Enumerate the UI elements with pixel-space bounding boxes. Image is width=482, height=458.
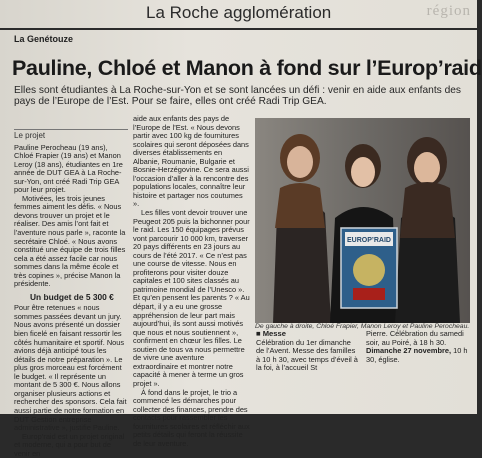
headline: Pauline, Chloé et Manon à fond sur l’Europ’raid (12, 56, 482, 80)
paragraph: Les filles vont devoir trouver une Peugeot 205 puis la bichonner pour le raid. Les 150 équipages prévus vont parcourir 10 000 km, traverser 20 pays différents en 23 jours au cours de l’été 2017. « Ce n’est pas une course de vitesse. Nous en profiterons pour visiter douze capitales et 100 sites classés au patrimoine mondial de l’Unesco ». Et qu’en pensent les parents ? « Au départ, il y a eu une grosse appréhension de leur part mais aujourd’hui, ils sont aussi motivés que nous et nous soutiennent », confirment en chœur les filles. Le soutien de tous va nous permettre de vivre une aventure extraordinaire et montrer notre capacité à mener à terme un gros projet ». (133, 208, 250, 388)
paragraph: aide aux enfants des pays de l’Europe de l’Est. « Nous devons partir avec 100 kg de fournitures scolaires qui seront déposées dans diverses établissements en Albanie, Roumanie, Bulgarie et Bosnie-Herzégovine. Ce sera aussi l’occasion d’aller à la rencontre des populations locales, connaître leur histoire et partager nos coutumes ». (133, 114, 249, 209)
photo-caption: De gauche à droite, Chloé Frapier, Manon Leroy et Pauline Perocheau. (255, 323, 470, 330)
photo-illustration (255, 118, 470, 323)
messe-right (366, 330, 468, 373)
messe-left (256, 330, 358, 373)
paragraph: À fond dans le projet, le trio a commencé les démarches pour collecter des finances, prendre des contacts pour rassembler les fournitures scolaires et réfléchir aux petits détails qui feront la réussite de leur aventure. (133, 387, 250, 448)
bleed-through-text: région (426, 3, 471, 19)
paragraph: Pour être retenues « nous sommes passées devant un jury. Nous avons présenté un dossier bien ficelé en faisant ressortir les côtés humanitaire et sportif. Nous avions déjà anticipé tous les détails de notre préparation ». Le plus gros morceau est forcément le budget. « Il représente un montant de 5 300 €. Nous allons organiser plusieurs actions et rechercher des sponsors. Cela fait aussi partie de notre formation en DUT Gestion entreprise administrative », justifie Pauline. (14, 303, 127, 433)
paragraph: Célébration du 1er dimanche de l’Avent. Messe des familles à 10 h 30, avec temps d’éveil à la foi, à l’accueil St (256, 337, 358, 373)
paragraph: Pauline Perocheau (19 ans), Chloé Frapier (19 ans) et Manon Leroy (18 ans), étudiantes en 1re année de DUT GEA à La Roche-sur-Yon, ont créé Radi Trip GEA pour leur projet. (14, 142, 123, 195)
messe-column (256, 330, 468, 414)
paragraph: Motivées, les trois jeunes femmes aiment les défis. « Nous devons trouver un projet et le réaliser. Des amis l’ont fait et l’aventure nous parle », raconte la secrétaire Chloé. « Nous avons constitué une équipe de trois filles cela a été assez facile car nous sommes dans la même école et très copines », précise Manon la présidente. (14, 193, 126, 289)
article-photo (255, 118, 470, 323)
paragraph: Pierre. Célébration du samedi soir, au Poiré, à 18 h 30. (366, 329, 464, 347)
locality-label: La Genétouze (14, 34, 74, 44)
section-title: La Roche agglomération (146, 3, 332, 22)
messe-title: ■ Messe (256, 329, 286, 338)
article-column-2 (133, 115, 250, 448)
paragraph: Europ’raid est un projet original et moderne, qui a pour but de venir en (14, 431, 125, 458)
messe-date: Dimanche 27 novembre, (366, 346, 452, 356)
poster-title: EUROP’RAID (347, 237, 391, 244)
subheading-budget: Un budget de 5 300 € (30, 291, 114, 302)
article-column-1 (14, 129, 128, 458)
lede: Elles sont étudiantes à La Roche-sur-Yon et se sont lancées un défi : venir en aide aux enfants des pays de l’Europe de l’Est. Pour se faire, elles ont créé Radi Trip GEA. (14, 85, 462, 107)
header-rule (0, 28, 477, 30)
kicker-le-projet: Le projet (14, 129, 128, 141)
paragraph: 10 h 30, église. (366, 346, 468, 364)
